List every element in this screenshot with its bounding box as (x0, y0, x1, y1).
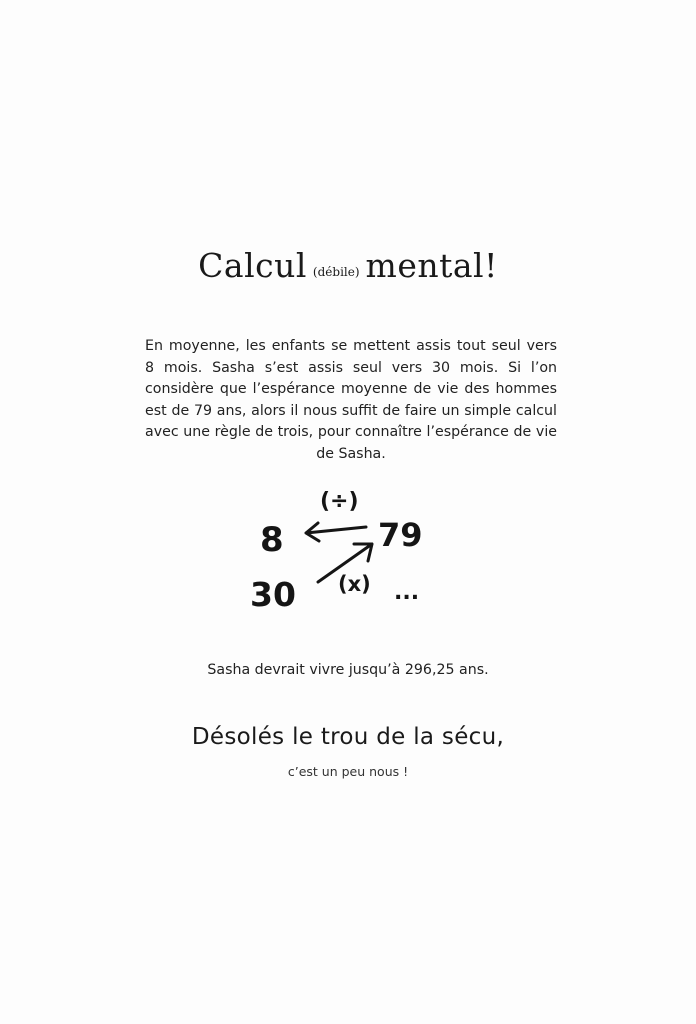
ellipsis: ... (394, 580, 420, 605)
title-part-2: mental! (365, 246, 498, 285)
number-30: 30 (250, 575, 296, 614)
intro-paragraph: En moyenne, les enfants se mettent assis tout seul vers 8 mois. Sasha s’est assis seul vers 30 mois. Si l’on considère que l’espérance moyenne de vie des hommes est de 79 ans, alors il nous suffit de faire un simple calcul avec une règle de trois, pour connaître l’espérance de vie de Sasha. (145, 338, 557, 462)
multiply-label: (x) (338, 572, 371, 596)
closing-heading: Désolés le trou de la sécu, (191, 724, 505, 750)
page-title (0, 246, 696, 285)
left-arrow (306, 523, 366, 541)
title-aside: (débile) (312, 265, 360, 279)
number-8: 8 (260, 520, 284, 560)
result-text: Sasha devrait vivre jusqu’à 296,25 ans. (207, 662, 489, 678)
title-part-1: Calcul (198, 246, 307, 285)
divide-label: (÷) (320, 489, 359, 514)
number-79: 79 (378, 516, 423, 554)
handwritten-calculation (240, 478, 440, 618)
closing-subline: c’est un peu nous ! (287, 764, 409, 779)
